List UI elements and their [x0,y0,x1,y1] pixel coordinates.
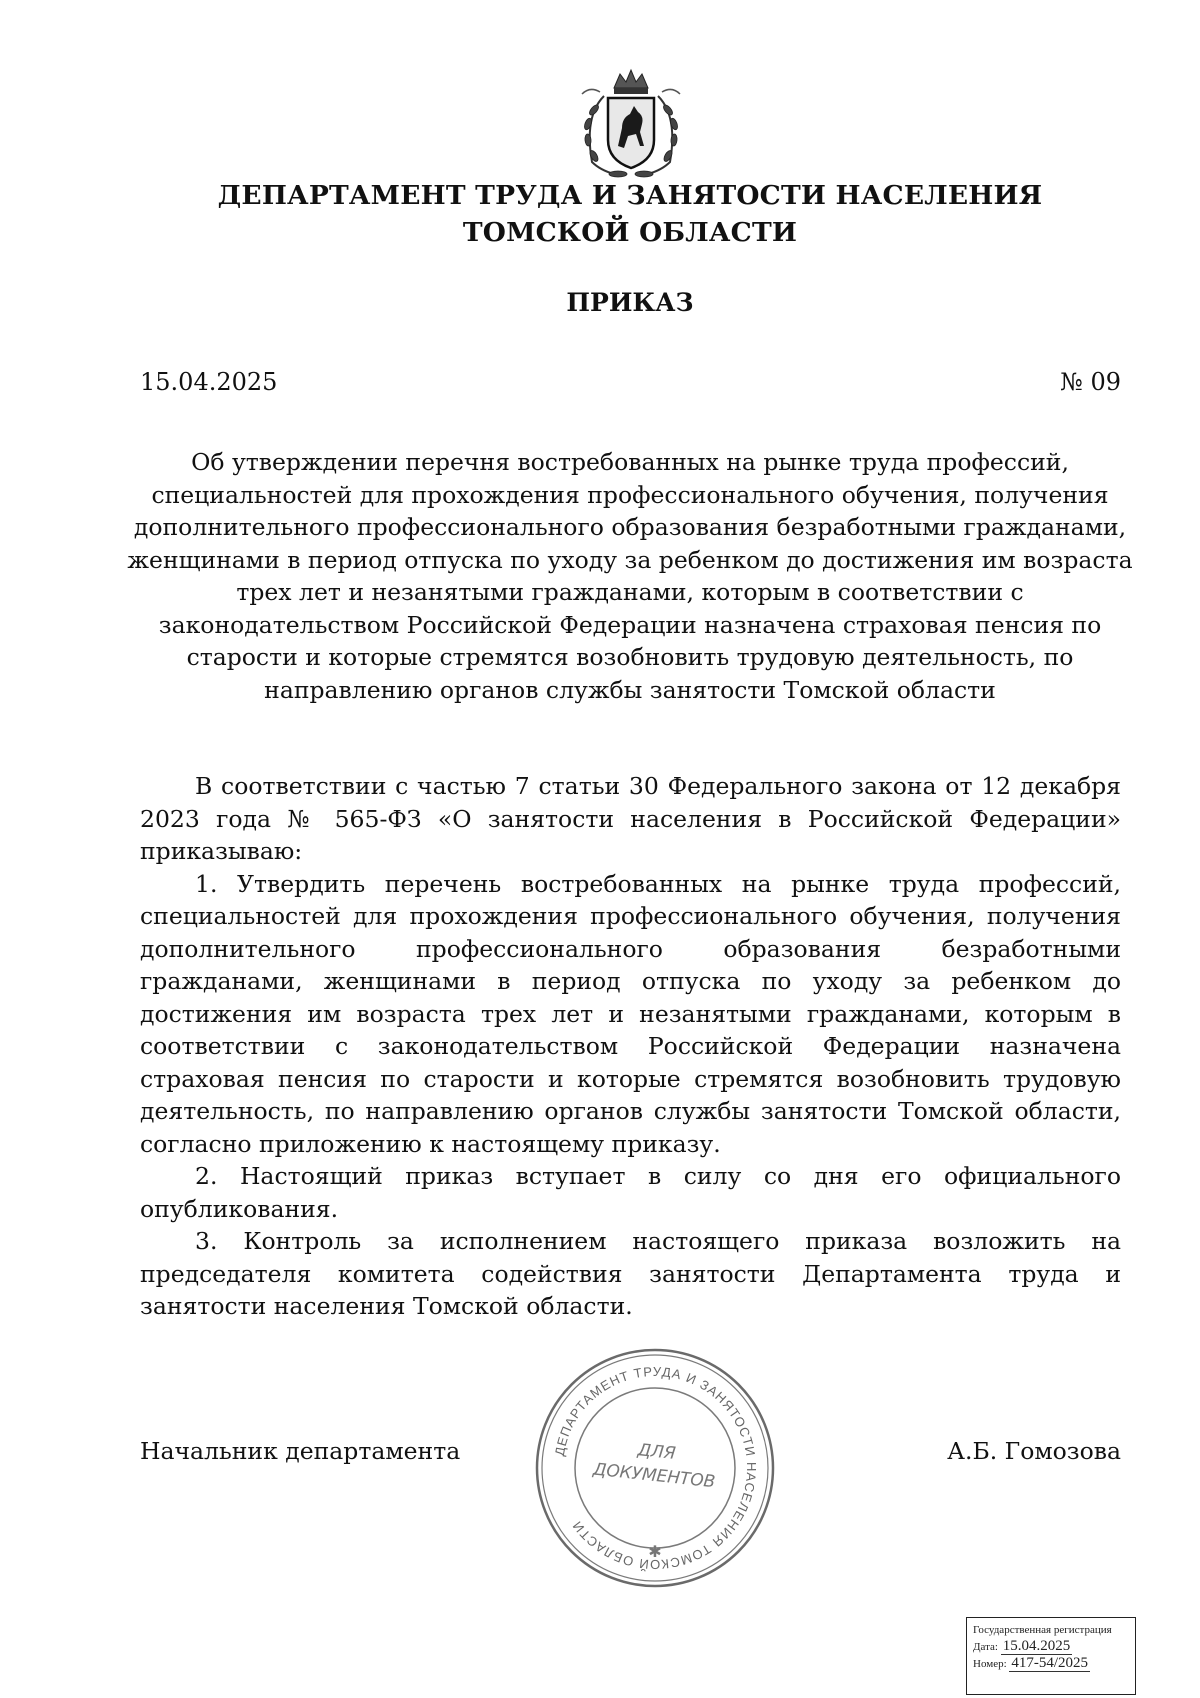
official-stamp [532,1345,778,1591]
signatory-name: А.Б. Гомозова [947,1437,1121,1465]
registration-label: Государственная регистрация [973,1624,1112,1636]
order-item-2: 2. Настоящий приказ вступает в силу со дня его официального опубликования. [140,1162,1121,1223]
registration-box [966,1617,1136,1695]
document-date: 15.04.2025 [140,368,278,396]
stamp-ring-text: ДЕПАРТАМЕНТ ТРУДА И ЗАНЯТОСТИ НАСЕЛЕНИЯ ТОМСКОЙ ОБЛАСТИ [551,1363,760,1573]
registration-number: 417-54/2025 [1011,1655,1089,1671]
svg-text:✱: ✱ [648,1542,662,1561]
document-number: № 09 [1060,368,1121,396]
registration-number-label: Номер: [973,1658,1007,1670]
stamp-center-line2: ДОКУМЕНТОВ [592,1459,717,1493]
coat-of-arms-icon [570,66,692,182]
registration-date-label: Дата: [973,1641,998,1653]
document-type: ПРИКАЗ [566,288,694,317]
organization-name-line1: ДЕПАРТАМЕНТ ТРУДА И ЗАНЯТОСТИ НАСЕЛЕНИЯ [217,180,1043,211]
stamp-center-line1: ДЛЯ [636,1440,677,1465]
organization-name-line2: ТОМСКОЙ ОБЛАСТИ [462,217,798,248]
order-item-3: 3. Контроль за исполнением настоящего приказа возложить на председателя комитета содействия занятости Департамента труда и занятости населения Томской области. [140,1227,1121,1320]
order-item-1: 1. Утвердить перечень востребованных на рынке труда профессий, специальностей для прохождения профессионального обучения, получения дополнительного профессионального образования безработными гражданами, женщинами в период отпуска по уходу за ребенком до достижения им возраста трех лет и незанятыми гражданами, которым в соответствии с законодательством Российской Федерации назначена страховая пенсия по старости и которые стремятся возобновить трудовую деятельность, по направлению органов службы занятости Томской области, согласно приложению к настоящему приказу. [140,869,1121,1158]
document-body [140,770,1121,1323]
registration-date: 15.04.2025 [1002,1638,1071,1654]
signatory-position: Начальник департамента [140,1437,461,1465]
document-title: Об утверждении перечня востребованных на рынке труда профессий, специальностей для прохождения профессионального обучения, получения дополнительного профессионального образования безработными гражданами, женщинами в период отпуска по уходу за ребенком до достижения им возраста трех лет и незанятыми гражданами, которым в соответствии с законодательством Российской Федерации назначена страховая пенсия по старости и которые стремятся возобновить трудовую деятельность, по направлению органов службы занятости Томской области [127,448,1133,704]
preamble: В соответствии с частью 7 статьи 30 Федерального закона от 12 декабря 2023 года № 565-ФЗ «О занятости населения в Российской Федерации» приказываю: [140,772,1121,865]
